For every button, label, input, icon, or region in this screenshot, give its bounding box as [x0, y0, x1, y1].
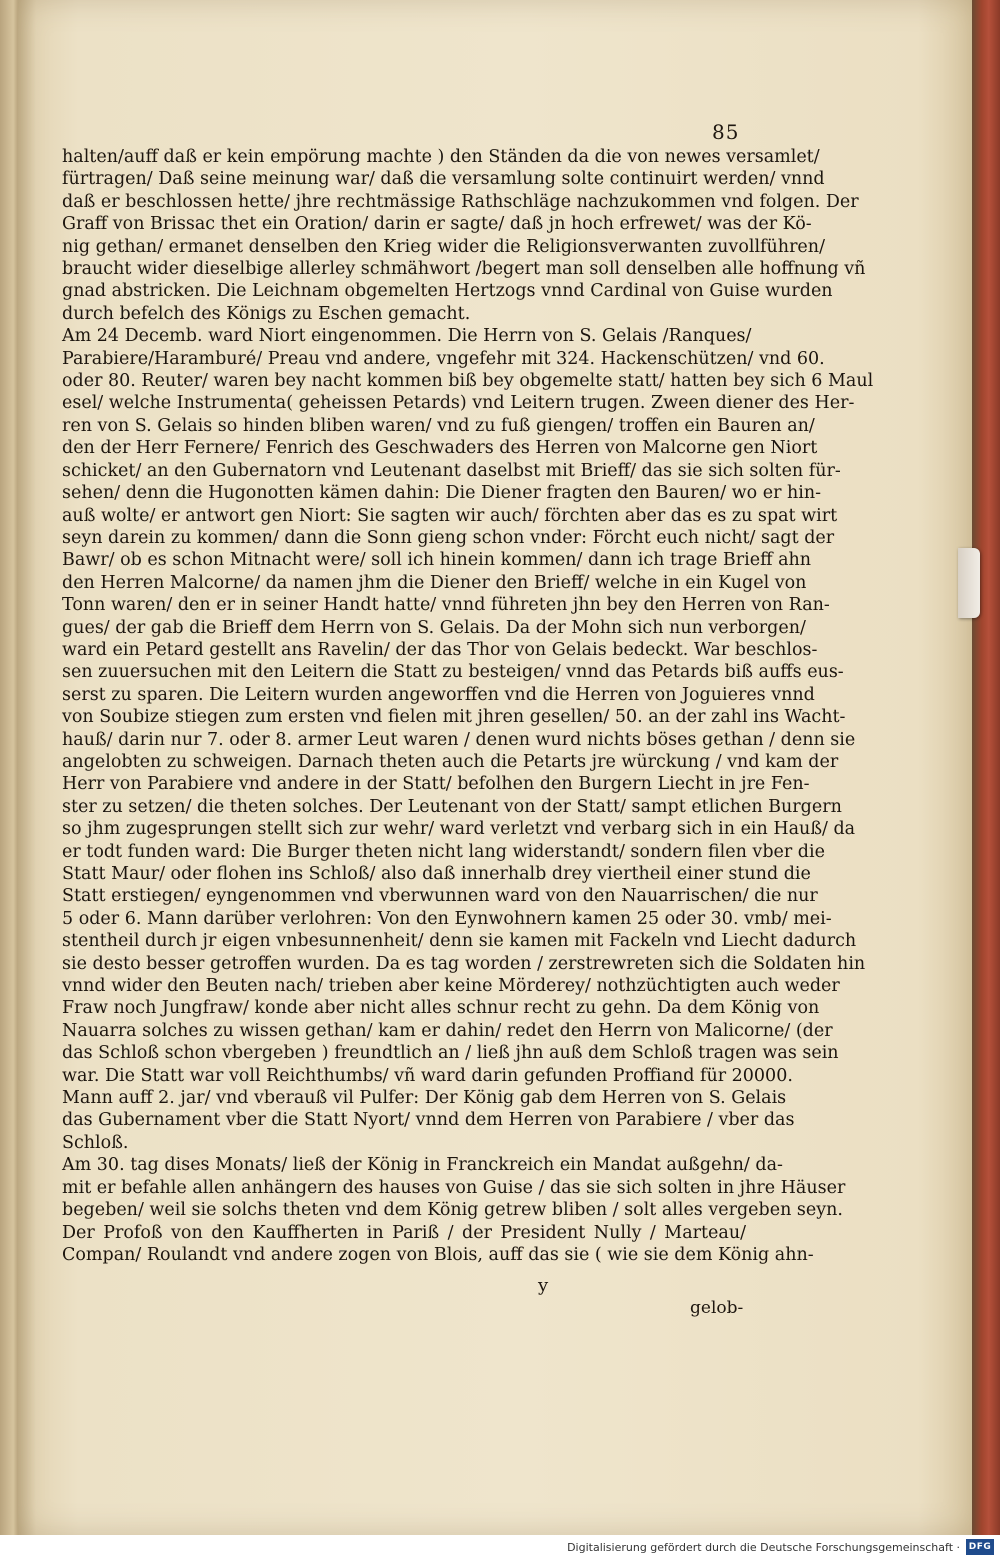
- text-line: Statt erstiegen/ eyngenommen vnd vberwunnen ward von den Nauarrischen/ die nur: [62, 886, 818, 907]
- text-line: Nauarra solches zu wissen gethan/ kam er dahin/ redet den Herrn von Malicorne/ (der: [62, 1020, 833, 1041]
- page-tab-marker: [958, 548, 980, 618]
- text-line: Schloß.: [62, 1132, 129, 1153]
- text-line: gnad abstricken. Die Leichnam obgemelten Hertzogs vnnd Cardinal von Guise wurden: [62, 281, 833, 302]
- text-line: Herr von Parabiere vnd andere in der Statt/ befolhen den Burgern Liecht in jre Fen-: [62, 774, 810, 795]
- text-line: Tonn waren/ den er in seiner Handt hatte/ vnnd führeten jhn bey den Herren von Ran-: [62, 595, 830, 616]
- text-line: stentheil durch jr eigen vnbesunnenheit/ denn sie kamen mit Fackeln vnd Liecht dadurch: [62, 931, 857, 952]
- text-line: braucht wider dieselbige allerley schmähwort /begert man soll denselben alle hoffnung vñ: [62, 259, 866, 280]
- dfg-logo-icon: DFG: [966, 1539, 994, 1555]
- paragraph: [62, 325, 874, 1154]
- text-line: sie desto besser getroffen wurden. Da es tag worden / zerstrewreten sich die Soldaten hin: [62, 953, 866, 974]
- footer-credit: Digitalisierung gefördert durch die Deutsche Forschungsgemeinschaft ·: [567, 1541, 960, 1554]
- text-line: Fraw noch Jungfraw/ konde aber nicht alles schnur recht zu gehn. Da dem König von: [62, 998, 820, 1019]
- text-line: Bawr/ ob es schon Mitnacht were/ soll ich hinein kommen/ dann ich trage Brieff ahn: [62, 550, 812, 571]
- page-red-edge: [972, 0, 1000, 1535]
- text-line: Graff von Brissac thet ein Oration/ darin er sagte/ daß jn hoch erfrewet/ was der Kö-: [62, 214, 812, 235]
- text-line: Parabiere/Haramburé/ Preau vnd andere, vngefehr mit 324. Hackenschützen/ vnd 60.: [62, 348, 825, 369]
- signature-mark: y: [538, 1275, 549, 1296]
- paragraph: [62, 1154, 846, 1221]
- text-line: von Soubize stiegen zum ersten vnd fielen mit jhren gesellen/ 50. an der zahl ins Wacht-: [62, 707, 846, 728]
- text-line: er todt funden ward: Die Burger theten nicht lang widerstandt/ sondern filen vber die: [62, 841, 825, 862]
- text-line: auß wolte/ er antwort gen Niort: Sie sagten wir auch/ förchten aber das es zu spat wirt: [62, 505, 838, 526]
- text-line: Am 30. tag dises Monats/ ließ der König in Franckreich ein Mandat außgehn/ da-: [62, 1155, 783, 1176]
- paragraph: [62, 1222, 814, 1267]
- text-line: Compan/ Roulandt vnd andere zogen von Blois, auff das sie ( wie sie dem König ahn-: [62, 1244, 814, 1265]
- text-line: schicket/ an den Gubernatorn vnd Leutenant daselbst mit Brieff/ das sie sich solten für-: [62, 460, 841, 481]
- text-line: serst zu sparen. Die Leitern wurden angeworffen vnd die Herren von Joguieres vnnd: [62, 684, 815, 705]
- text-line: sen zuuersuchen mit den Leitern die Statt zu besteigen/ vnnd das Petards biß auffs eus-: [62, 662, 844, 683]
- text-line: 5 oder 6. Mann darüber verlohren: Von den Eynwohnern kamen 25 oder 30. vmb/ mei-: [62, 908, 832, 929]
- text-line: so jhm zugesprungen stellt sich zur wehr/ ward verletzt vnd verbarg sich in ein Hauß/ da: [62, 819, 856, 840]
- body-text: [62, 146, 874, 1266]
- text-line: Statt Maur/ oder flohen ins Schloß/ also daß innerhalb drey viertheil einer stund die: [62, 864, 811, 884]
- text-line: ward ein Petard gestellt ans Ravelin/ der das Thor von Gelais bedeckt. War beschlos-: [62, 639, 818, 660]
- text-line: halten/auff daß er kein empörung machte ) den Ständen da die von newes versamlet/: [62, 147, 820, 167]
- text-line: hauß/ darin nur 7. oder 8. armer Leut waren / denen wurd nichts böses gethan / denn sie: [62, 729, 856, 750]
- text-line: das Schloß schon vbergeben ) freundtlich an / ließ jhn auß dem Schloß tragen was sein: [62, 1043, 839, 1064]
- text-line: ster zu setzen/ die theten solches. Der Leutenant von der Statt/ sampt etlichen Burgern: [62, 796, 842, 817]
- text-line: Am 24 Decemb. ward Niort eingenommen. Die Herrn von S. Gelais /Ranques/: [62, 326, 752, 347]
- text-line: vnnd wider den Beuten nach/ trieben aber keine Mörderey/ nothzüchtigten auch weder: [62, 976, 840, 997]
- page-number: 85: [712, 120, 740, 144]
- text-line: ren von S. Gelais so hinden bliben waren/ vnd zu fuß giengen/ troffen ein Bauren an/: [62, 415, 815, 436]
- text-line: den Herren Malcorne/ da namen jhm die Diener den Brieff/ welche in ein Kugel von: [62, 572, 807, 593]
- catchword: gelob-: [690, 1298, 744, 1318]
- text-line: daß er beschlossen hette/ jhre rechtmässige Rathschläge nachzukommen vnd folgen. Der: [62, 191, 859, 212]
- text-line: gues/ der gab die Brieff dem Herrn von S. Gelais. Da der Mohn sich nun verborgen/: [62, 617, 806, 638]
- text-line: durch befelch des Königs zu Eschen gemacht.: [62, 303, 471, 324]
- paragraph: [62, 146, 866, 325]
- text-line: sehen/ denn die Hugonotten kämen dahin: Die Diener fragten den Bauren/ wo er hin-: [62, 483, 822, 504]
- text-line: Der Profoß von den Kauffherten in Pariß / der President Nully / Marteau/: [62, 1222, 746, 1243]
- text-line: fürtragen/ Daß seine meinung war/ daß die versamlung solte continuirt werden/ vnnd: [62, 169, 825, 190]
- text-line: seyn darein zu kommen/ dann die Sonn gieng schon vnder: Förcht euch nicht/ sagt der: [62, 527, 835, 548]
- text-line: mit er befahle allen anhängern des hauses von Guise / das sie sich solten in jhre Häuser: [62, 1177, 846, 1198]
- text-line: nig gethan/ ermanet denselben den Krieg wider die Religionsverwanten zuvollführen/: [62, 236, 825, 257]
- text-line: den der Herr Fernere/ Fenrich des Geschwaders des Herren von Malcorne gen Niort: [62, 438, 818, 459]
- text-line: begeben/ weil sie solchs theten vnd dem König getrew bliben / solt alles vergeben seyn.: [62, 1200, 843, 1221]
- text-line: war. Die Statt war voll Reichthumbs/ vñ ward darin gefunden Proffiand für 20000.: [62, 1065, 793, 1086]
- text-line: Mann auff 2. jar/ vnd vberauß vil Pulfer: Der König gab dem Herren von S. Gelais: [62, 1088, 787, 1109]
- text-line: das Gubernament vber die Statt Nyort/ vnnd dem Herren von Parabiere / vber das: [62, 1110, 795, 1131]
- text-line: oder 80. Reuter/ waren bey nacht kommen biß bey obgemelte statt/ hatten bey sich 6 Maul: [62, 371, 874, 392]
- text-line: angelobten zu schweigen. Darnach theten auch die Petarts jre würckung / vnd kam der: [62, 751, 839, 772]
- text-line: esel/ welche Instrumenta( geheissen Petards) vnd Leitern trugen. Zween diener des Her-: [62, 393, 855, 414]
